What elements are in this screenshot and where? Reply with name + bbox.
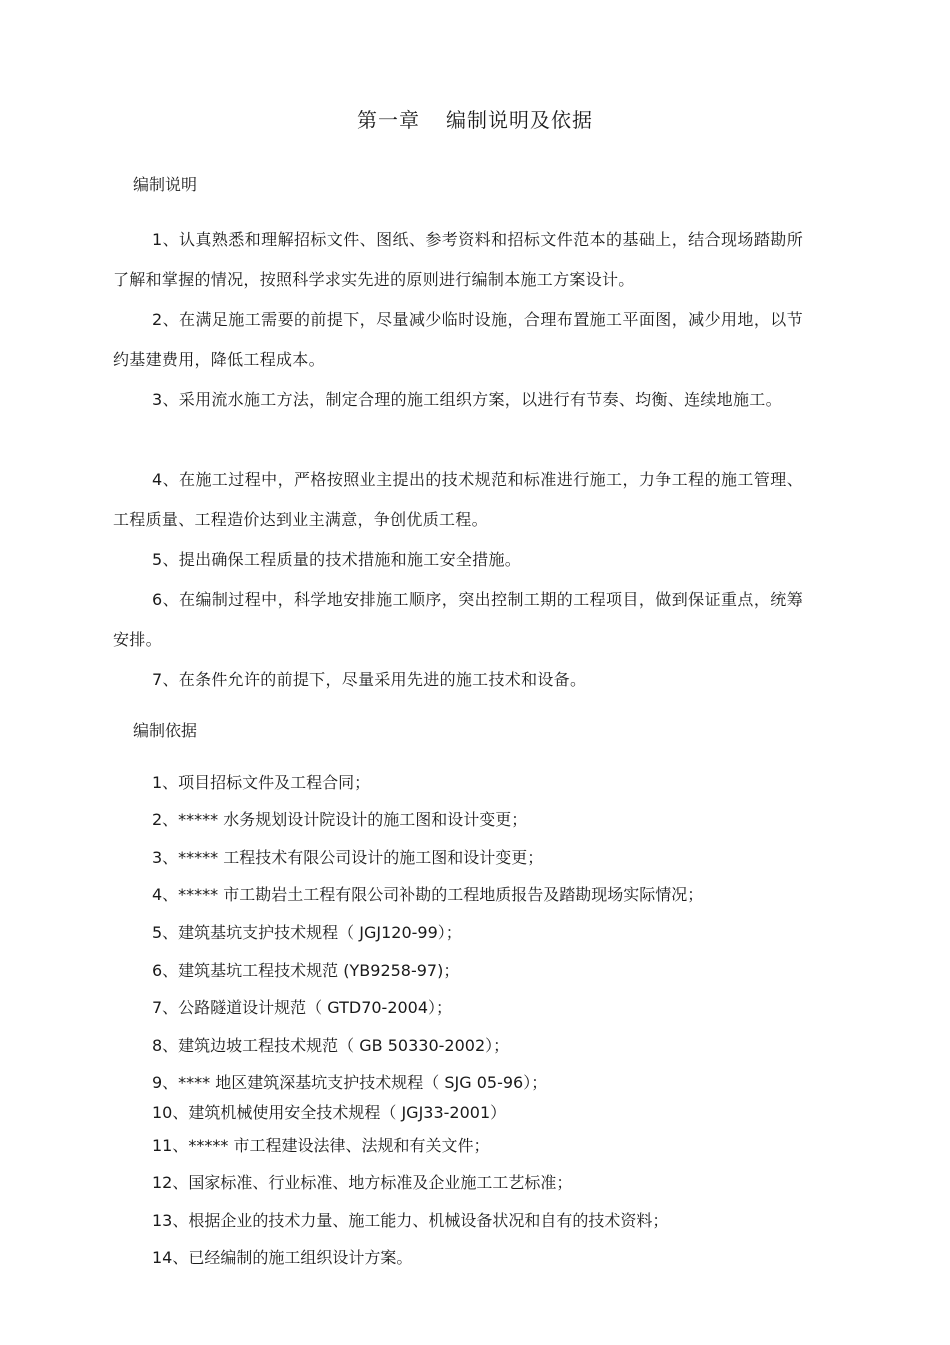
- basis-item: 14、已经编制的施工组织设计方案。: [152, 1248, 413, 1267]
- basis-item: 12、国家标准、行业标准、地方标准及企业施工工艺标准；: [152, 1173, 573, 1192]
- basis-item: 2、***** 水务规划设计院设计的施工图和设计变更；: [152, 810, 528, 829]
- basis-item: 4、***** 市工勘岩土工程有限公司补勘的工程地质报告及踏勘现场实际情况；: [152, 885, 704, 904]
- basis-item: 10、建筑机械使用安全技术规程（ JGJ33-2001）: [152, 1103, 507, 1122]
- chapter-title: [0, 104, 950, 133]
- chapter-name: 编制说明及依据: [446, 108, 593, 132]
- basis-item: 6、建筑基坑工程技术规范 (YB9258-97)；: [152, 961, 460, 980]
- basis-item: 5、建筑基坑支护技术规程（ JGJ120-99）；: [152, 923, 462, 942]
- basis-item: 3、***** 工程技术有限公司设计的施工图和设计变更；: [152, 848, 544, 867]
- section-heading-explanation: 编制说明: [133, 175, 198, 194]
- basis-item: 7、公路隧道设计规范（ GTD70-2004）；: [152, 998, 453, 1017]
- chapter-number: 第一章: [357, 108, 420, 132]
- basis-item: 9、**** 地区建筑深基坑支护技术规程（ SJG 05-96）；: [152, 1073, 548, 1092]
- basis-item: 11、***** 市工程建设法律、法规和有关文件；: [152, 1136, 490, 1155]
- explanation-item: 3、采用流水施工方法，制定合理的施工组织方案，以进行有节奏、均衡、连续地施工。: [152, 390, 782, 409]
- basis-item: 1、项目招标文件及工程合同；: [152, 773, 371, 792]
- section-heading-basis: 编制依据: [133, 721, 198, 740]
- explanation-item: 7、在条件允许的前提下，尽量采用先进的施工技术和设备。: [152, 670, 587, 689]
- explanation-item: 2、在满足施工需要的前提下，尽量减少临时设施，合理布置施工平面图，减少用地，以节约基建费用，降低工程成本。: [113, 310, 803, 369]
- explanation-item: 6、在编制过程中，科学地安排施工顺序，突出控制工期的工程项目，做到保证重点，统筹安排。: [113, 590, 803, 649]
- basis-item: 13、根据企业的技术力量、施工能力、机械设备状况和自有的技术资料；: [152, 1211, 669, 1230]
- explanation-item: 5、提出确保工程质量的技术措施和施工安全措施。: [152, 550, 522, 569]
- explanation-item: 4、在施工过程中，严格按照业主提出的技术规范和标准进行施工，力争工程的施工管理、工程质量、工程造价达到业主满意，争创优质工程。: [113, 470, 803, 529]
- explanation-item: 1、认真熟悉和理解招标文件、图纸、参考资料和招标文件范本的基础上，结合现场踏勘所了解和掌握的情况，按照科学求实先进的原则进行编制本施工方案设计。: [113, 230, 803, 289]
- basis-item: 8、建筑边坡工程技术规范（ GB 50330-2002）；: [152, 1036, 510, 1055]
